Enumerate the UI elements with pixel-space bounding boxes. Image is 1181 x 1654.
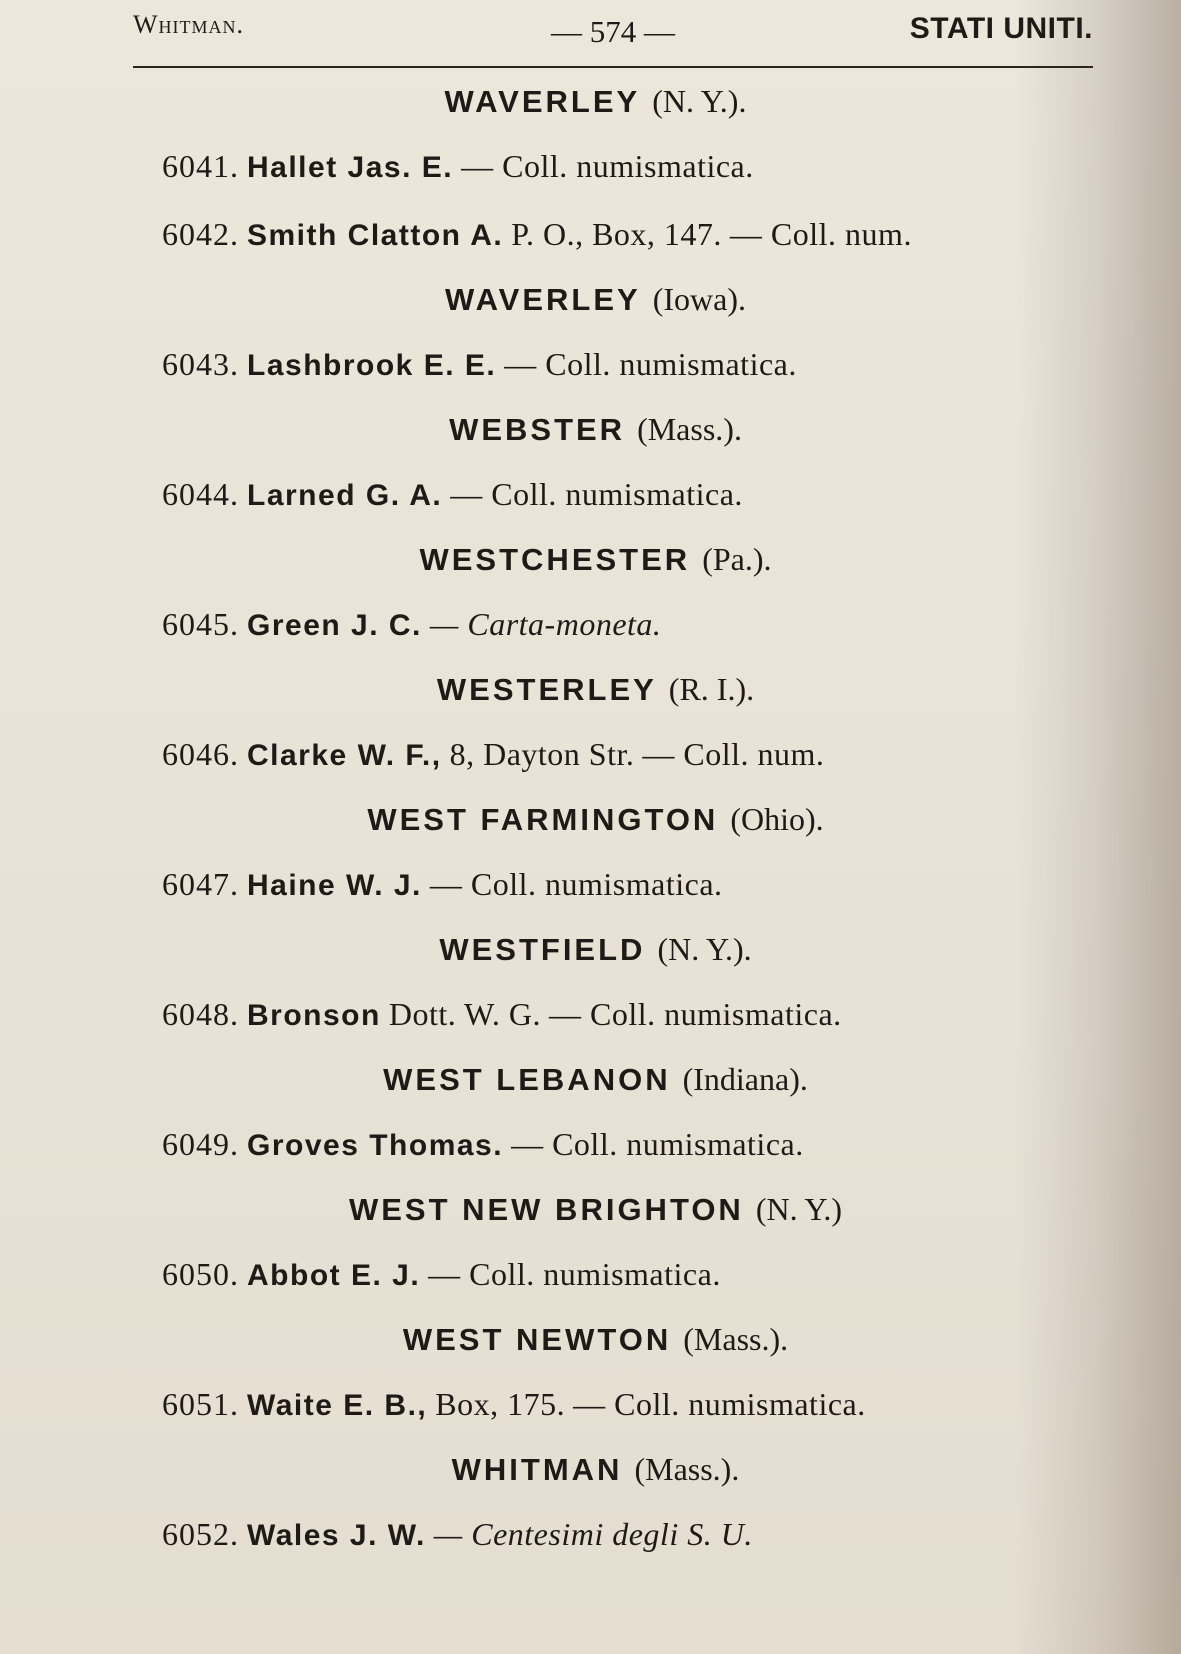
place-section — [0, 1308, 1181, 1438]
entry-number: 6048. — [162, 996, 239, 1032]
place-state: (R. I.). — [668, 671, 755, 707]
place-section — [0, 1178, 1181, 1308]
place-heading — [0, 398, 1181, 460]
place-name: WESTERLEY — [436, 672, 657, 707]
collection-description: — Coll. num. — [642, 736, 825, 772]
collection-description: — Coll. numismatica. — [549, 996, 842, 1032]
place-heading — [0, 70, 1181, 132]
collection-description: — Coll. num. — [729, 216, 912, 252]
collector-address: Box, 175. — [435, 1386, 566, 1422]
entry-number: 6046. — [162, 736, 239, 772]
collector-entry — [0, 590, 1181, 658]
place-name: WEBSTER — [449, 412, 626, 447]
collector-name: Waite E. B., — [247, 1389, 428, 1422]
entry-number: 6052. — [162, 1516, 239, 1552]
running-head-left: Whitman. — [133, 10, 245, 39]
collector-name: Smith Clatton A. — [247, 219, 504, 252]
place-state: (Mass.). — [683, 1321, 789, 1357]
collector-name: Bronson — [247, 999, 381, 1032]
collector-entry — [0, 850, 1181, 918]
collector-name: Groves Thomas. — [247, 1129, 504, 1162]
entry-number: 6047. — [162, 866, 239, 902]
place-heading — [0, 528, 1181, 590]
collection-description: — Coll. numismatica. — [428, 1256, 721, 1292]
collector-entry — [0, 132, 1181, 200]
place-section — [0, 528, 1181, 658]
place-section — [0, 658, 1181, 788]
running-head — [133, 0, 1093, 68]
place-section — [0, 788, 1181, 918]
place-heading — [0, 1178, 1181, 1240]
entry-number: 6041. — [162, 148, 239, 184]
place-heading — [0, 1438, 1181, 1500]
place-state: (Iowa). — [652, 281, 746, 317]
collection-description: — Coll. numismatica. — [504, 346, 797, 382]
collector-address: P. O., Box, 147. — [511, 216, 722, 252]
collector-name: Green J. C. — [247, 609, 422, 642]
place-section — [0, 1438, 1181, 1568]
place-state: (N. Y.) — [755, 1191, 843, 1227]
collector-entry — [0, 1110, 1181, 1178]
place-section — [0, 268, 1181, 398]
collection-description: — Coll. numismatica. — [450, 476, 743, 512]
collector-entry — [0, 460, 1181, 528]
collector-name: Clarke W. F., — [247, 739, 442, 772]
place-name: WEST NEW BRIGHTON — [348, 1192, 744, 1227]
directory-listing — [0, 70, 1181, 1568]
collector-name: Hallet Jas. E. — [247, 151, 454, 184]
place-state: (Mass.). — [637, 411, 742, 447]
entry-number: 6050. — [162, 1256, 239, 1292]
collector-name: Haine W. J. — [247, 869, 422, 902]
place-name: WAVERLEY — [444, 84, 641, 119]
entry-number: 6051. — [162, 1386, 239, 1422]
place-name: WAVERLEY — [445, 282, 641, 317]
entry-number: 6049. — [162, 1126, 239, 1162]
collector-entry — [0, 330, 1181, 398]
place-name: WEST LEBANON — [383, 1062, 671, 1097]
place-name: WHITMAN — [451, 1452, 623, 1487]
place-section — [0, 1048, 1181, 1178]
place-name: WESTFIELD — [439, 932, 646, 967]
place-heading — [0, 658, 1181, 720]
collector-entry — [0, 1500, 1181, 1568]
place-section — [0, 918, 1181, 1048]
place-state: (N. Y.). — [652, 83, 747, 119]
collection-description: — Centesimi degli S. U. — [433, 1516, 753, 1552]
place-heading — [0, 1308, 1181, 1370]
place-name: WEST NEWTON — [402, 1322, 672, 1357]
collector-address: 8, Dayton Str. — [449, 736, 635, 772]
place-name: WESTCHESTER — [419, 542, 691, 577]
page-number: — 574 — — [551, 14, 675, 49]
collector-name: Abbot E. J. — [247, 1259, 421, 1292]
collector-entry — [0, 200, 1181, 268]
place-section — [0, 70, 1181, 268]
collector-name: Wales J. W. — [247, 1519, 426, 1552]
collection-description: — Coll. numismatica. — [573, 1386, 866, 1422]
place-heading — [0, 268, 1181, 330]
collection-description: — Coll. numismatica. — [429, 866, 723, 902]
place-name: WEST FARMINGTON — [367, 802, 719, 837]
place-state: (N. Y.). — [657, 931, 752, 967]
place-state: (Indiana). — [682, 1061, 808, 1097]
place-heading — [0, 918, 1181, 980]
place-state: (Mass.). — [634, 1451, 740, 1487]
entry-number: 6042. — [162, 216, 239, 252]
place-state: (Ohio). — [730, 801, 824, 837]
collector-name: Larned G. A. — [247, 479, 443, 512]
entry-number: 6043. — [162, 346, 239, 382]
collector-name: Lashbrook E. E. — [247, 349, 497, 382]
collection-description: — Coll. numismatica. — [461, 148, 754, 184]
place-section — [0, 398, 1181, 528]
collector-entry — [0, 1370, 1181, 1438]
collector-entry — [0, 720, 1181, 788]
collector-entry — [0, 980, 1181, 1048]
running-head-right: STATI UNITI. — [909, 12, 1093, 45]
entry-number: 6044. — [162, 476, 239, 512]
collection-description: — Carta-moneta. — [429, 606, 662, 642]
collection-description: — Coll. numismatica. — [511, 1126, 804, 1162]
entry-number: 6045. — [162, 606, 239, 642]
place-state: (Pa.). — [702, 541, 772, 577]
collector-address: Dott. W. G. — [388, 996, 542, 1032]
place-heading — [0, 788, 1181, 850]
collector-entry — [0, 1240, 1181, 1308]
place-heading — [0, 1048, 1181, 1110]
